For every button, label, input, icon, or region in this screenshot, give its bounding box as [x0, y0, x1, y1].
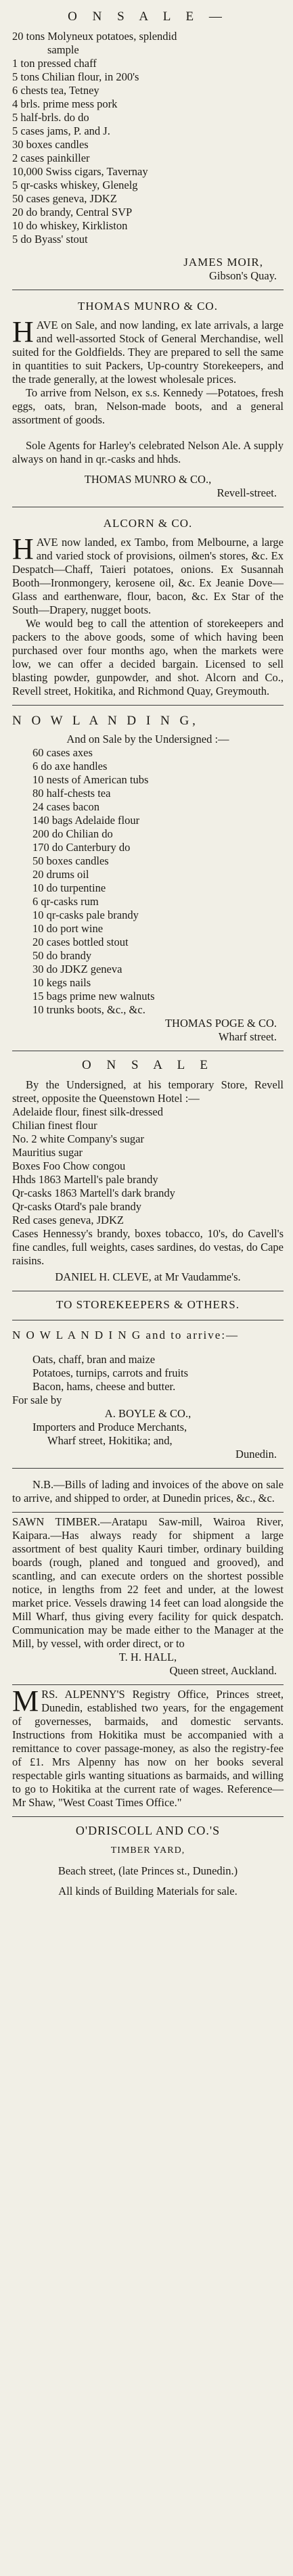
list-item: Qr-casks Otard's pale brandy — [12, 1200, 141, 1213]
list-item: 1 ton pressed chaff — [12, 57, 97, 70]
merchant-name: A. BOYLE & CO., — [104, 1407, 191, 1420]
list-item: No. 2 white Company's sugar — [12, 1132, 144, 1145]
list-item: 10 do whiskey, Kirkliston — [12, 219, 128, 232]
ad-heading: THOMAS MUNRO & CO. — [78, 300, 218, 313]
signature: JAMES MOIR, — [183, 256, 263, 269]
list-item: 10 qr-casks pale brandy — [32, 908, 139, 921]
list-item: 10 kegs nails — [32, 976, 91, 989]
signature: T. H. HALL, — [118, 1651, 177, 1663]
list-item: Mauritius sugar — [12, 1146, 83, 1159]
ad-thomas-munro — [12, 290, 284, 507]
ad-heading: N O W L A N D I N G, — [12, 714, 199, 728]
list-item: 10 do turpentine — [32, 881, 106, 894]
footer-line: All kinds of Building Materials for sale. — [58, 1885, 238, 1898]
ad-now-landing — [12, 706, 284, 1051]
paragraph: SAWN TIMBER.—Aratapu Saw-mill, Wairoa River, Kaipara.—Has always ready for shipment a large assortment of best quality Kauri timber, ordinary building boards (rough, planed and tongued and grooved), and scantling, and can execute orders on the shortest possible notice, in lengths from 22 feet and under, at the lowest market price. Vessels drawing 14 feet can load alongside the Mill Wharf, thus giving every facility for quick despatch. Communication may be made either to the Manager at the Mill, by vessel, with order direct, or to — [12, 1515, 284, 1650]
ad-storekeepers — [12, 1291, 284, 1320]
address-line: Importers and Produce Merchants, — [32, 1421, 187, 1433]
list-item: Hhds 1863 Martell's pale brandy — [12, 1173, 158, 1186]
address-line: Wharf street, Hokitika; and, — [47, 1434, 173, 1447]
list-item: 80 half-chests tea — [32, 787, 111, 800]
list-item: Potatoes, turnips, carrots and fruits — [32, 1366, 189, 1379]
ad-heading: O'DRISCOLL AND CO.'S — [75, 1824, 221, 1837]
paragraph-text: RS. ALPENNY'S Registry Office, Princes street, Dunedin, established two years, for the engagement of governesses, barmaids, and domestic servants. Instructions from Hokitika must be accompanied with a remittance to cover passage-money, as also the registry-fee of £1. Mrs Alpenny has now on her books several respectable girls wanting situations as barmaids, and willing to go to Hokitika at the current rate of wages. Reference—Mr Shaw, "West Coast Times Office." — [12, 1688, 284, 1809]
list-item: 10 nests of American tubs — [32, 773, 149, 786]
address: Beach street, (late Princes st., Dunedin.) — [58, 1864, 238, 1877]
list-item: 10,000 Swiss cigars, Tavernay — [12, 165, 148, 178]
address: Wharf street. — [218, 1030, 277, 1043]
address: Queen street, Auckland. — [169, 1664, 277, 1677]
list-item: Boxes Foo Chow congou — [12, 1159, 126, 1172]
list-item: 20 cases bottled stout — [32, 936, 129, 948]
list-item: 6 qr-casks rum — [32, 895, 99, 908]
list-item: 5 qr-casks whiskey, Glenelg — [12, 179, 138, 191]
ad-odriscoll — [12, 1817, 284, 1905]
for-sale-by: For sale by — [12, 1394, 62, 1406]
paragraph — [12, 1684, 284, 1810]
list-item: Cases Hennessy's brandy, boxes tobacco, 10's, do Cavell's fine candles, full weights, cases sardines, do vestas, do Cape raisins. — [12, 1227, 284, 1267]
paragraph: N.B.—Bills of lading and invoices of the above on sale to arrive, and shipped to order, at Dunedin prices, &c., &c. — [12, 1478, 284, 1504]
intro: And on Sale by the Undersigned :— — [66, 733, 229, 745]
list-item: 6 do axe handles — [32, 760, 108, 773]
dropcap: H — [12, 532, 34, 566]
paragraph — [12, 315, 284, 386]
paragraph: To arrive from Nelson, ex s.s. Kennedy —Potatoes, fresh eggs, oats, bran, Nelson-made boots, and a general assortment of goods. — [12, 386, 284, 426]
list-item: 5 half-brls. do do — [12, 111, 89, 124]
list-item: 50 cases geneva, JDKZ — [12, 192, 117, 205]
paragraph: Sole Agents for Harley's celebrated Nelson Ale. A supply always on hand in qr.-casks and hhds. — [12, 439, 284, 465]
dropcap: M — [12, 1684, 39, 1718]
list-item: 30 boxes candles — [12, 138, 89, 151]
list-item: 5 tons Chilian flour, in 200's — [12, 70, 139, 83]
list-item: Adelaide flour, finest silk-dressed — [12, 1105, 163, 1118]
ad-heading: N O W L A N D I N G and to arrive:— — [12, 1329, 240, 1341]
paragraph: By the Undersigned, at his temporary Store, Revell street, opposite the Queenstown Hotel :— — [12, 1078, 284, 1105]
ad-alcorn — [12, 507, 284, 706]
signature: THOMAS POGE & CO. — [164, 1017, 277, 1030]
list-item: 4 brls. prime mess pork — [12, 97, 118, 110]
list-item: 140 bags Adelaide flour — [32, 814, 140, 827]
list-item: 10 trunks boots, &c., &c. — [32, 1003, 145, 1016]
ad-on-sale-cleve — [12, 1051, 284, 1291]
address-line: Dunedin. — [235, 1448, 277, 1460]
sub-heading: TIMBER YARD, — [110, 1845, 185, 1856]
list-item: Bacon, hams, cheese and butter. — [32, 1380, 176, 1393]
list-item: 60 cases axes — [32, 746, 93, 759]
list-item: 170 do Canterbury do — [32, 841, 131, 854]
address: Gibson's Quay. — [209, 269, 277, 282]
signature: DANIEL H. CLEVE, at Mr Vaudamme's. — [55, 1270, 241, 1283]
list-item: 30 do JDKZ geneva — [32, 963, 122, 975]
list-item: 6 chests tea, Tetney — [12, 84, 99, 97]
ad-nb-bills — [12, 1469, 284, 1513]
item-list — [12, 30, 284, 246]
list-item: 2 cases painkiller — [12, 152, 90, 164]
paragraph-text: AVE on Sale, and now landing, ex late arrivals, a large and well-assorted Stock of General Merchandise, well suited for the Goldfields. They are prepared to sell the same in quantities to suit Packers, Up-country Storekeepers, and the trade generally, at the lowest wholesale prices. — [12, 319, 284, 386]
ad-heading: TO STOREKEEPERS & OTHERS. — [56, 1298, 240, 1311]
list-item: Qr-casks 1863 Martell's dark brandy — [12, 1187, 175, 1199]
list-item: Oats, chaff, bran and maize — [32, 1353, 156, 1366]
paragraph-text: AVE now landed, ex Tambo, from Melbourne, a large and varied stock of provisions, oilmen's stores, &c. Ex Despatch—Chaff, Taieri potatoes, onions. Ex Susannah Booth—Ironmongery, kerosene oil, &c. Ex Jeanie Dove—Glass and earthenware, flour, bacon, &c. Ex Star of the South—Drapery, nugget boots. — [12, 536, 284, 616]
paragraph: We would beg to call the attention of storekeepers and packers to the above goods, some of which having been purchased over four months ago, when the markets were low, we can offer a decided bargain. Licensed to sell blasting powder, gunpowder, and shot. Alcorn and Co., Revell street, Hokitika, and Richmond Quay, Greymouth. — [12, 617, 284, 697]
signature: THOMAS MUNRO & CO., — [84, 473, 212, 486]
item-list — [12, 746, 284, 1017]
list-item: 20 do brandy, Central SVP — [12, 206, 133, 218]
ad-heading: ALCORN & CO. — [103, 517, 193, 530]
list-item: 20 tons Molyneux potatoes, splendid — [12, 30, 177, 43]
ad-james-moir — [12, 3, 284, 290]
ad-heading: O N S A L E — — [68, 9, 228, 24]
dropcap: H — [12, 315, 34, 348]
list-item: 10 do port wine — [32, 922, 104, 935]
list-item: Red cases geneva, JDKZ — [12, 1214, 124, 1226]
list-item: 15 bags prime new walnuts — [32, 990, 155, 1003]
list-item: 50 do brandy — [32, 949, 92, 962]
list-item: 5 cases jams, P. and J. — [12, 124, 110, 137]
list-item: sample — [47, 43, 79, 56]
ad-alpenny-registry — [12, 1685, 284, 1817]
ad-sawn-timber — [12, 1513, 284, 1685]
list-item: 24 cases bacon — [32, 800, 99, 813]
ad-heading: O N S A L E — [82, 1058, 214, 1072]
list-item: 5 do Byass' stout — [12, 233, 88, 246]
list-item: 20 drums oil — [32, 868, 89, 881]
list-item: 200 do Chilian do — [32, 827, 113, 840]
ad-boyle — [12, 1320, 284, 1469]
paragraph — [12, 532, 284, 617]
address: Revell-street. — [217, 486, 277, 499]
list-item: 50 boxes candles — [32, 854, 109, 867]
list-item: Chilian finest flour — [12, 1119, 97, 1132]
item-list — [12, 1105, 284, 1268]
